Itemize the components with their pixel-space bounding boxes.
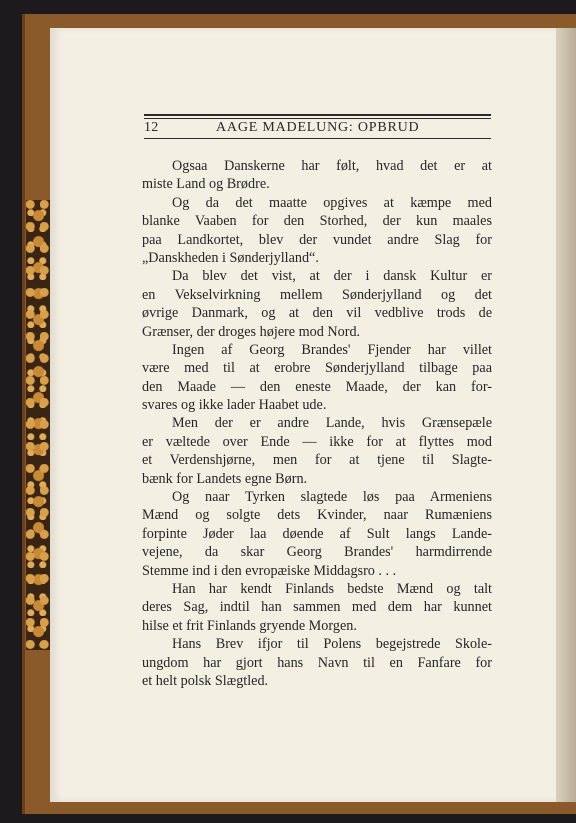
text-line: Grænser, der droges højere mod Nord.	[142, 323, 361, 340]
text-line: Men der er andre Lande, hvis Grænsepæle	[172, 415, 492, 432]
marbled-endpaper	[26, 200, 50, 650]
text-line: Stemme ind i den evropæiske Middagsro . . .	[142, 562, 397, 579]
body-text	[142, 157, 492, 690]
text-line: Da blev det vist, at der i dansk Kultur er	[172, 268, 492, 285]
text-line: den Maade — den eneste Maade, der kan for-	[142, 378, 492, 395]
text-line: paa Landkortet, blev der vundet andre Slag for	[142, 231, 492, 248]
text-line: øvrige Danmark, og at den vil vedblive trods de	[142, 305, 492, 322]
header-rule-bottom	[144, 138, 491, 139]
text-line: hilse et frit Finlands gryende Morgen.	[142, 617, 357, 634]
header-rule-top	[144, 114, 491, 116]
text-line: miste Land og Brødre.	[142, 176, 270, 193]
text-line: Ingen af Georg Brandes' Fjender har villet	[172, 341, 492, 358]
text-line: ungdom har gjort hans Navn til en Fanfare for	[142, 654, 492, 671]
running-header	[144, 120, 491, 138]
running-title: AAGE MADELUNG: OPBRUD	[216, 120, 420, 135]
text-line: blanke Vaaben for den Storhed, der kun maales	[142, 213, 492, 230]
text-line: svares og ikke lader Haabet ude.	[142, 397, 327, 414]
text-line: er væltede over Ende — ikke for at flyttes mod	[142, 433, 492, 450]
text-line: vejene, da skar Georg Brandes' harmdirrende	[142, 544, 492, 561]
text-line: Mænd og solgte dets Kvinder, naar Rumæniens	[142, 507, 492, 524]
text-line: være med til at erobre Sønderjylland tilbage paa	[142, 360, 492, 377]
text-line: et Verdenshjørne, men for at tjene til Slagte-	[142, 452, 492, 469]
text-line: et helt polsk Slægtled.	[142, 672, 269, 689]
text-line: Ogsaa Danskerne har følt, hvad det er at	[172, 158, 492, 174]
text-line: Og da det maatte opgives at kæmpe med	[172, 194, 492, 211]
text-line: Og naar Tyrken slagtede løs paa Armeniens	[172, 489, 492, 506]
text-line: en Vekselvirkning mellem Sønderjylland og det	[142, 286, 492, 303]
page-number: 12	[144, 120, 159, 135]
text-line: Han har kendt Finlands bedste Mænd og talt	[172, 580, 492, 597]
text-line: deres Sag, indtil han sammen med dem har kunnet	[142, 599, 492, 616]
text-line: Hans Brev ifjor til Polens begejstrede Skole-	[172, 636, 492, 653]
page-edge	[556, 28, 576, 802]
text-line: forpinte Jøder laa døende af Sult langs Lande-	[142, 525, 492, 542]
text-line: bænk for Landets egne Børn.	[142, 470, 308, 487]
header-rule-top-thin	[144, 118, 491, 119]
text-line: „Danskheden i Sønderjylland“.	[142, 249, 319, 266]
